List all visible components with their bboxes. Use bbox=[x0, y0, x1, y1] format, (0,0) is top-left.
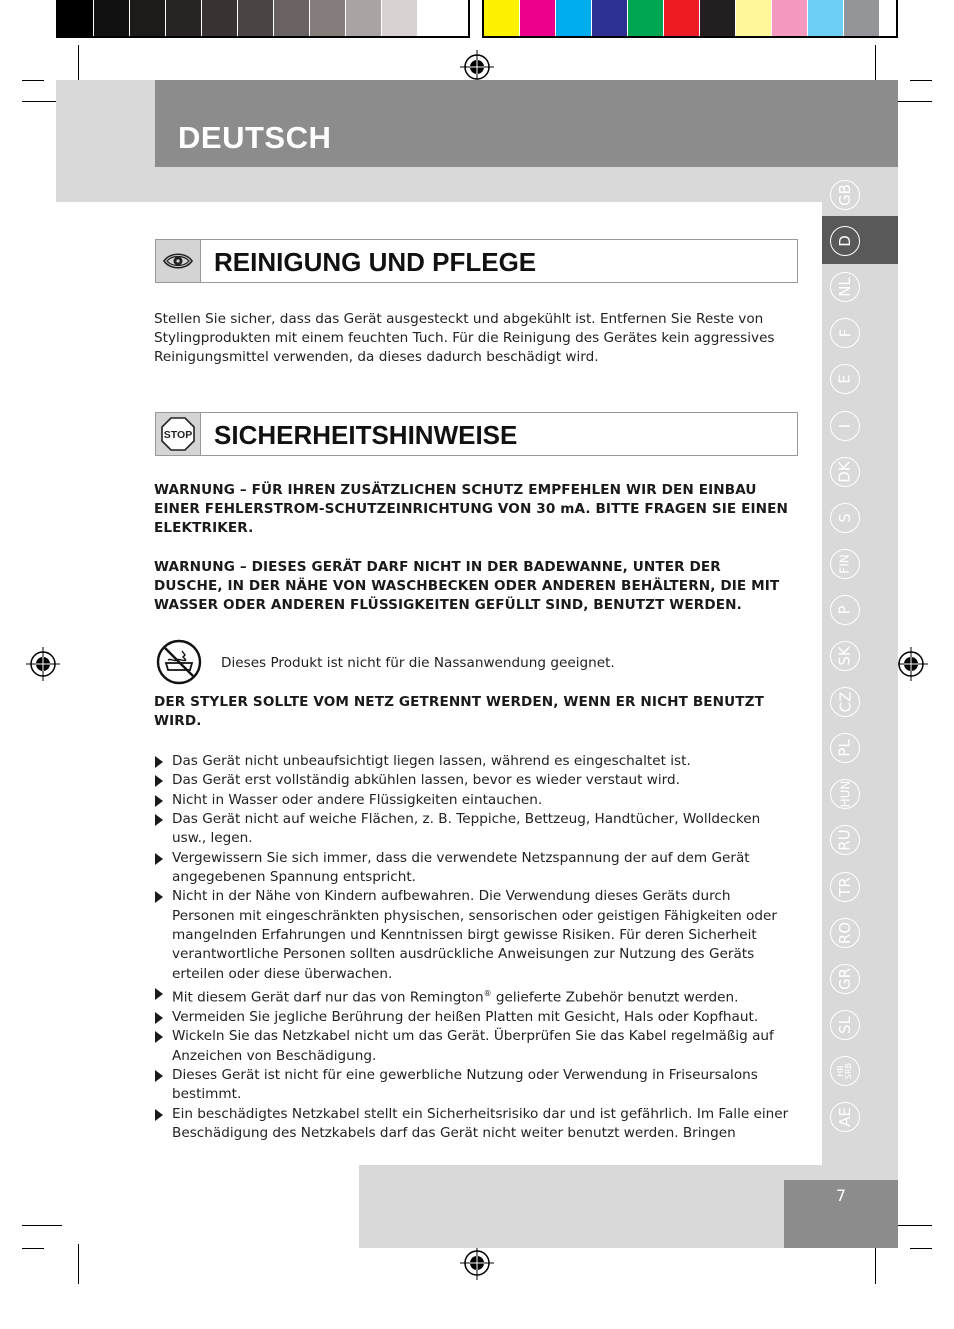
page-number: 7 bbox=[784, 1180, 898, 1248]
no-bath-icon bbox=[155, 638, 203, 686]
registration-target-icon bbox=[460, 50, 494, 84]
section-header-care bbox=[155, 239, 798, 283]
language-tab-sk[interactable] bbox=[830, 641, 860, 671]
safety-bullet-list bbox=[154, 752, 794, 1143]
no-bath-text: Dieses Produkt ist nicht für die Nassanwendung geeignet. bbox=[221, 655, 615, 671]
section-header-safety bbox=[155, 412, 798, 456]
language-tab-label: FIN bbox=[837, 554, 852, 574]
language-tab-hr-srb[interactable] bbox=[830, 1056, 860, 1086]
stop-sign-icon bbox=[156, 413, 201, 455]
list-item: Mit diesem Gerät darf nur das von Remington® gelieferte Zubehör benutzt werden. bbox=[154, 984, 794, 1008]
language-tab-ro[interactable] bbox=[830, 918, 860, 948]
language-tab-ae[interactable] bbox=[830, 1102, 860, 1132]
list-item: Nicht in der Nähe von Kindern aufbewahren. Die Verwendung dieses Geräts durch Personen mit eingeschränkten physischen, sensorischen oder geistigen Fähigkeiten oder mangelnden Erfahrungen und Kenntnissen birgt gewisse Risiken. Für deren Sicherheit verantwortliche Personen sollten ausdrückliche Anweisungen zur Nutzung des Geräts erteilen oder diese überwachen. bbox=[154, 887, 794, 984]
language-tab-label: CZ bbox=[836, 691, 854, 713]
crop-mark bbox=[892, 1225, 932, 1226]
language-tab-p[interactable] bbox=[830, 595, 860, 625]
language-tab-label: HR SRB bbox=[836, 1062, 853, 1079]
language-tab-label: NL bbox=[835, 277, 854, 297]
language-tab-label: RO bbox=[835, 921, 854, 944]
warning-unplug: DER STYLER SOLLTE VOM NETZ GETRENNT WERDEN, WENN ER NICHT BENUTZT WIRD. bbox=[154, 694, 764, 729]
crop-mark bbox=[875, 45, 876, 85]
language-tab-label: DK bbox=[835, 460, 854, 483]
language-tab-fin[interactable] bbox=[830, 549, 860, 579]
language-tab-label: RU bbox=[836, 829, 854, 852]
language-tab-i[interactable] bbox=[830, 411, 860, 441]
stop-sign-label: STOP bbox=[163, 429, 193, 441]
language-tab-dk[interactable] bbox=[830, 457, 860, 487]
section-title: REINIGUNG UND PFLEGE bbox=[214, 247, 537, 277]
crop-mark bbox=[875, 1244, 876, 1284]
language-tab-tr[interactable] bbox=[830, 872, 860, 902]
registration-target-icon bbox=[460, 1246, 494, 1280]
language-tab-label: GB bbox=[835, 184, 854, 206]
language-tab-nl[interactable] bbox=[830, 272, 860, 302]
crop-mark bbox=[78, 1244, 79, 1284]
page-title: DEUTSCH bbox=[178, 120, 332, 155]
list-item: Nicht in Wasser oder andere Flüssigkeiten eintauchen. bbox=[154, 791, 794, 810]
care-paragraph: Stellen Sie sicher, dass das Gerät ausgesteckt und abgekühlt ist. Entfernen Sie Reste von Stylingprodukten mit einem feuchten Tuch. Für die Reinigung des Gerätes kein aggressives Reinigungsmittel verwenden, da dieses dadurch beschädigt wird. bbox=[154, 311, 775, 366]
crop-mark bbox=[22, 80, 44, 81]
color-bar-frame bbox=[56, 0, 470, 38]
list-item: Ein beschädigtes Netzkabel stellt ein Sicherheitsrisiko dar und ist gefährlich. Im Falle einer Beschädigung des Netzkabels darf das Gerät nicht weiter benutzt werden. Bringen bbox=[154, 1105, 794, 1144]
language-tab-label: AE bbox=[836, 1107, 854, 1127]
registration-target-icon bbox=[26, 647, 60, 681]
language-tab-label: PL bbox=[836, 739, 854, 757]
language-tab-label: HUN bbox=[837, 780, 852, 808]
page-frame-corner bbox=[56, 80, 155, 202]
language-tab-cz[interactable] bbox=[830, 687, 860, 717]
warning-water: WARNUNG – DIESES GERÄT DARF NICHT IN DER BADEWANNE, UNTER DER DUSCHE, IN DER NÄHE VON WASCHBECKEN ODER ANDEREN BEHÄLTERN, DIE MIT WASSER ODER ANDEREN FLÜSSIGKEITEN GEFÜLLT SIND, BENUTZT WERDEN. bbox=[154, 559, 780, 613]
language-tab-label: GR bbox=[835, 967, 854, 990]
list-item: Das Gerät nicht unbeaufsichtigt liegen lassen, während es eingeschaltet ist. bbox=[154, 752, 794, 771]
color-bar-frame bbox=[482, 0, 898, 38]
language-tab-label: F bbox=[835, 328, 854, 338]
crop-mark bbox=[910, 1248, 932, 1249]
language-tab-pl[interactable] bbox=[830, 733, 860, 763]
list-item: Dieses Gerät ist nicht für eine gewerbliche Nutzung oder Verwendung in Friseursalons bestimmt. bbox=[154, 1066, 794, 1105]
list-item: Vergewissern Sie sich immer, dass die verwendete Netzspannung der auf dem Gerät angegebenen Spannung entspricht. bbox=[154, 849, 794, 888]
language-tab-label: P bbox=[835, 605, 854, 615]
language-tab-sl[interactable] bbox=[830, 1010, 860, 1040]
language-tab-label: S bbox=[836, 512, 854, 523]
language-tab-s[interactable] bbox=[830, 503, 860, 533]
language-tab-label: E bbox=[835, 374, 854, 385]
registration-target-icon bbox=[894, 647, 928, 681]
language-tab-gb[interactable] bbox=[830, 180, 860, 210]
list-item: Das Gerät erst vollständig abkühlen lassen, bevor es wieder verstaut wird. bbox=[154, 771, 794, 790]
crop-mark bbox=[78, 45, 79, 85]
language-tab-label: I bbox=[836, 423, 854, 428]
crop-mark bbox=[892, 101, 932, 102]
language-tab-label: SK bbox=[835, 646, 854, 666]
header-underband bbox=[155, 167, 898, 202]
language-tab-label: TR bbox=[836, 876, 854, 897]
language-tab-label: D bbox=[836, 235, 854, 247]
crop-mark bbox=[22, 1248, 44, 1249]
list-item: Das Gerät nicht auf weiche Flächen, z. B. Teppiche, Bettzeug, Handtücher, Wolldecken usw., legen. bbox=[154, 810, 794, 849]
warning-rcd: WARNUNG – FÜR IHREN ZUSÄTZLICHEN SCHUTZ EMPFEHLEN WIR DEN EINBAU EINER FEHLERSTROM-SCHUTZEINRICHTUNG VON 30 mA. BITTE FRAGEN SIE EINEN ELEKTRIKER. bbox=[154, 482, 789, 536]
crop-mark bbox=[22, 1225, 62, 1226]
language-tab-gr[interactable] bbox=[830, 964, 860, 994]
language-tab-label: SL bbox=[835, 1015, 854, 1034]
language-tab-d[interactable] bbox=[830, 226, 860, 256]
list-item: Wickeln Sie das Netzkabel nicht um das Gerät. Überprüfen Sie das Kabel regelmäßig auf Anzeichen von Beschädigung. bbox=[154, 1027, 794, 1066]
section-title: SICHERHEITSHINWEISE bbox=[214, 420, 518, 450]
crop-mark bbox=[910, 80, 932, 81]
list-item: Vermeiden Sie jegliche Berührung der heißen Platten mit Gesicht, Hals oder Kopfhaut. bbox=[154, 1008, 794, 1027]
eye-icon bbox=[156, 240, 201, 282]
